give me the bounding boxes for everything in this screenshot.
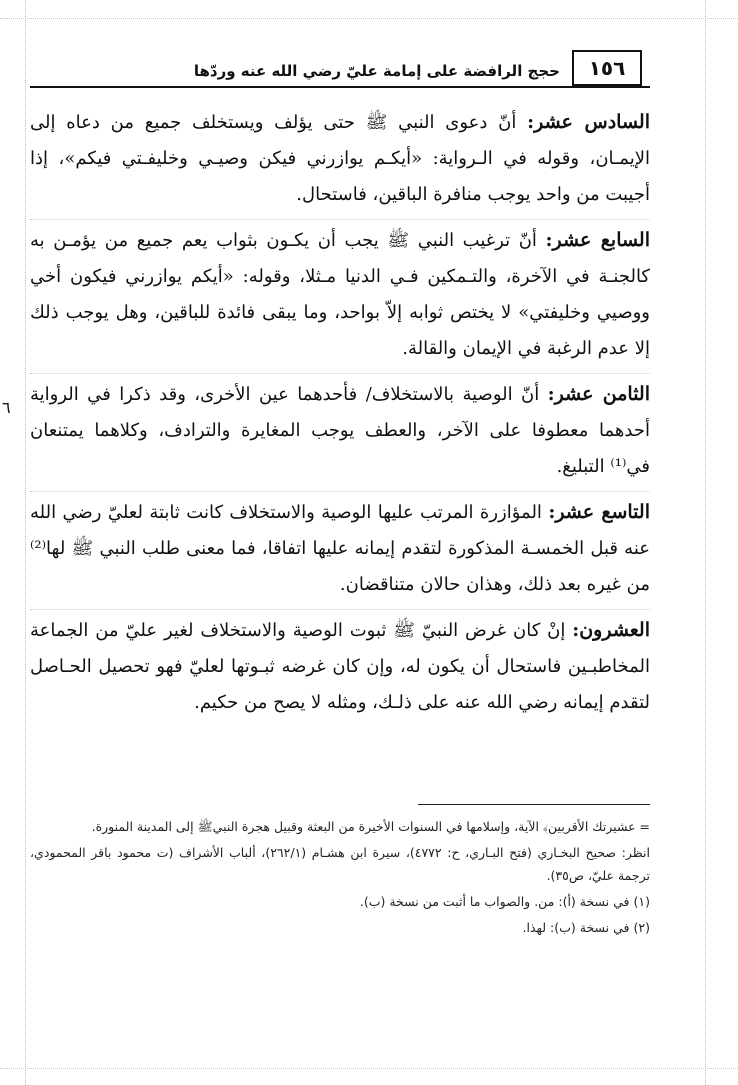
footnotes <box>30 815 650 942</box>
paragraph-text: أنّ ترغيب النبي ﷺ يجب أن يكـون بثواب يعم جميع من يؤمـن به كالجنـة في الآخرة، والتـمكين فـي الدنيا مـثلا، وقوله: «أيكم يوازرني فيكون أخي ووصيي وخليفتي» لا يختص ثوابه إلاّ بواحد، وما يبقى فائدة للباقين، وهل يوجب ذلك إلا عدم الرغبة في الإيمان والقالة. <box>30 230 651 359</box>
page-number: ١٥٦ <box>572 50 642 86</box>
main-text <box>30 104 650 727</box>
paragraph-16 <box>30 104 650 213</box>
paragraph-20 <box>30 609 650 721</box>
margin-number: ٦ <box>2 398 11 417</box>
footnote-rule <box>418 804 650 805</box>
paragraph-lead: السابع عشر: <box>545 229 651 251</box>
paragraph-19 <box>30 491 650 603</box>
paragraph-lead: الثامن عشر: <box>547 383 650 405</box>
right-guide-dots <box>705 0 706 1085</box>
paragraph-17 <box>30 219 650 367</box>
paragraph-lead: التاسع عشر: <box>548 501 650 523</box>
paragraph-text: أنّ الوصية بالاستخلاف/ فأحدهما عين الأخرى، وقد ذكرا في الرواية أحدهما معطوفا على الآخر، والعطف يوجب المغايرة والترادف، وكلاهما يمتنعان في⁽¹⁾ التبليغ. <box>30 384 650 477</box>
footnote-sources: انظر: صحيح البخـاري (فتح البـاري، ح: ٤٧٧٢)، سيرة ابن هشـام (٢٦٢/١)، ألباب الأشراف (ت محمود باقر المحمودي، ترجمة عليّ، ص٣٥). <box>30 845 650 883</box>
paragraph-text: إنْ كان غرض النبيّ ﷺ ثبوت الوصية والاستخلاف لغير عليّ من الجماعة المخاطبـين فاستحال أن يكون له، وإن كان غرضه ثبـوتها لعليّ فهو تحصيل الحـاصل لتقدم إيمانه رضي الله عنه على ذلـك، ومثله لا يصح من حكيم. <box>30 620 650 713</box>
bottom-guide-dots <box>0 1068 738 1069</box>
paragraph-lead: السادس عشر: <box>527 111 650 133</box>
top-guide-dots <box>0 18 738 19</box>
footnote-2: (٢) في نسخة (ب): لهذا. <box>522 920 650 935</box>
paragraph-text: أنّ دعوى النبي ﷺ حتى يؤلف ويستخلف جميع من دعاه إلى الإيمـان، وقوله في الـرواية: «أيكـم يوازرني فيكن وصيـي وخليفـتي فيكم»، إذا أجيبت من واحد يوجب منافرة الباقين، فاستحال. <box>30 112 650 205</box>
running-title: حجج الرافضة على إمامة عليّ رضي الله عنه وردّها <box>193 62 560 80</box>
header-rule <box>30 86 650 88</box>
paragraph-18 <box>30 373 650 485</box>
page-header <box>30 48 650 88</box>
paragraph-lead: العشرون: <box>572 619 650 641</box>
footnote-1: (١) في نسخة (أ): من. والصواب ما أثبت من نسخة (ب). <box>359 894 650 909</box>
left-guide-dots <box>25 0 26 1085</box>
paragraph-text: المؤازرة المرتب عليها الوصية والاستخلاف كانت ثابتة لعليّ رضي الله عنه قبل الخمسـة المذكورة لتقدم إيمانه عليها اتفاقا، فما معنى طلب النبي ﷺ لها⁽²⁾ من غيره بعد ذلك، وهذان حالان متناقضان. <box>30 502 650 595</box>
footnote-continuation: = عشيرتك الأقربين﴾ الآية، وإسلامها في السنوات الأخيرة من البعثة وقبيل هجرة النبيﷺ إلى المدينة المنورة. <box>91 819 650 834</box>
